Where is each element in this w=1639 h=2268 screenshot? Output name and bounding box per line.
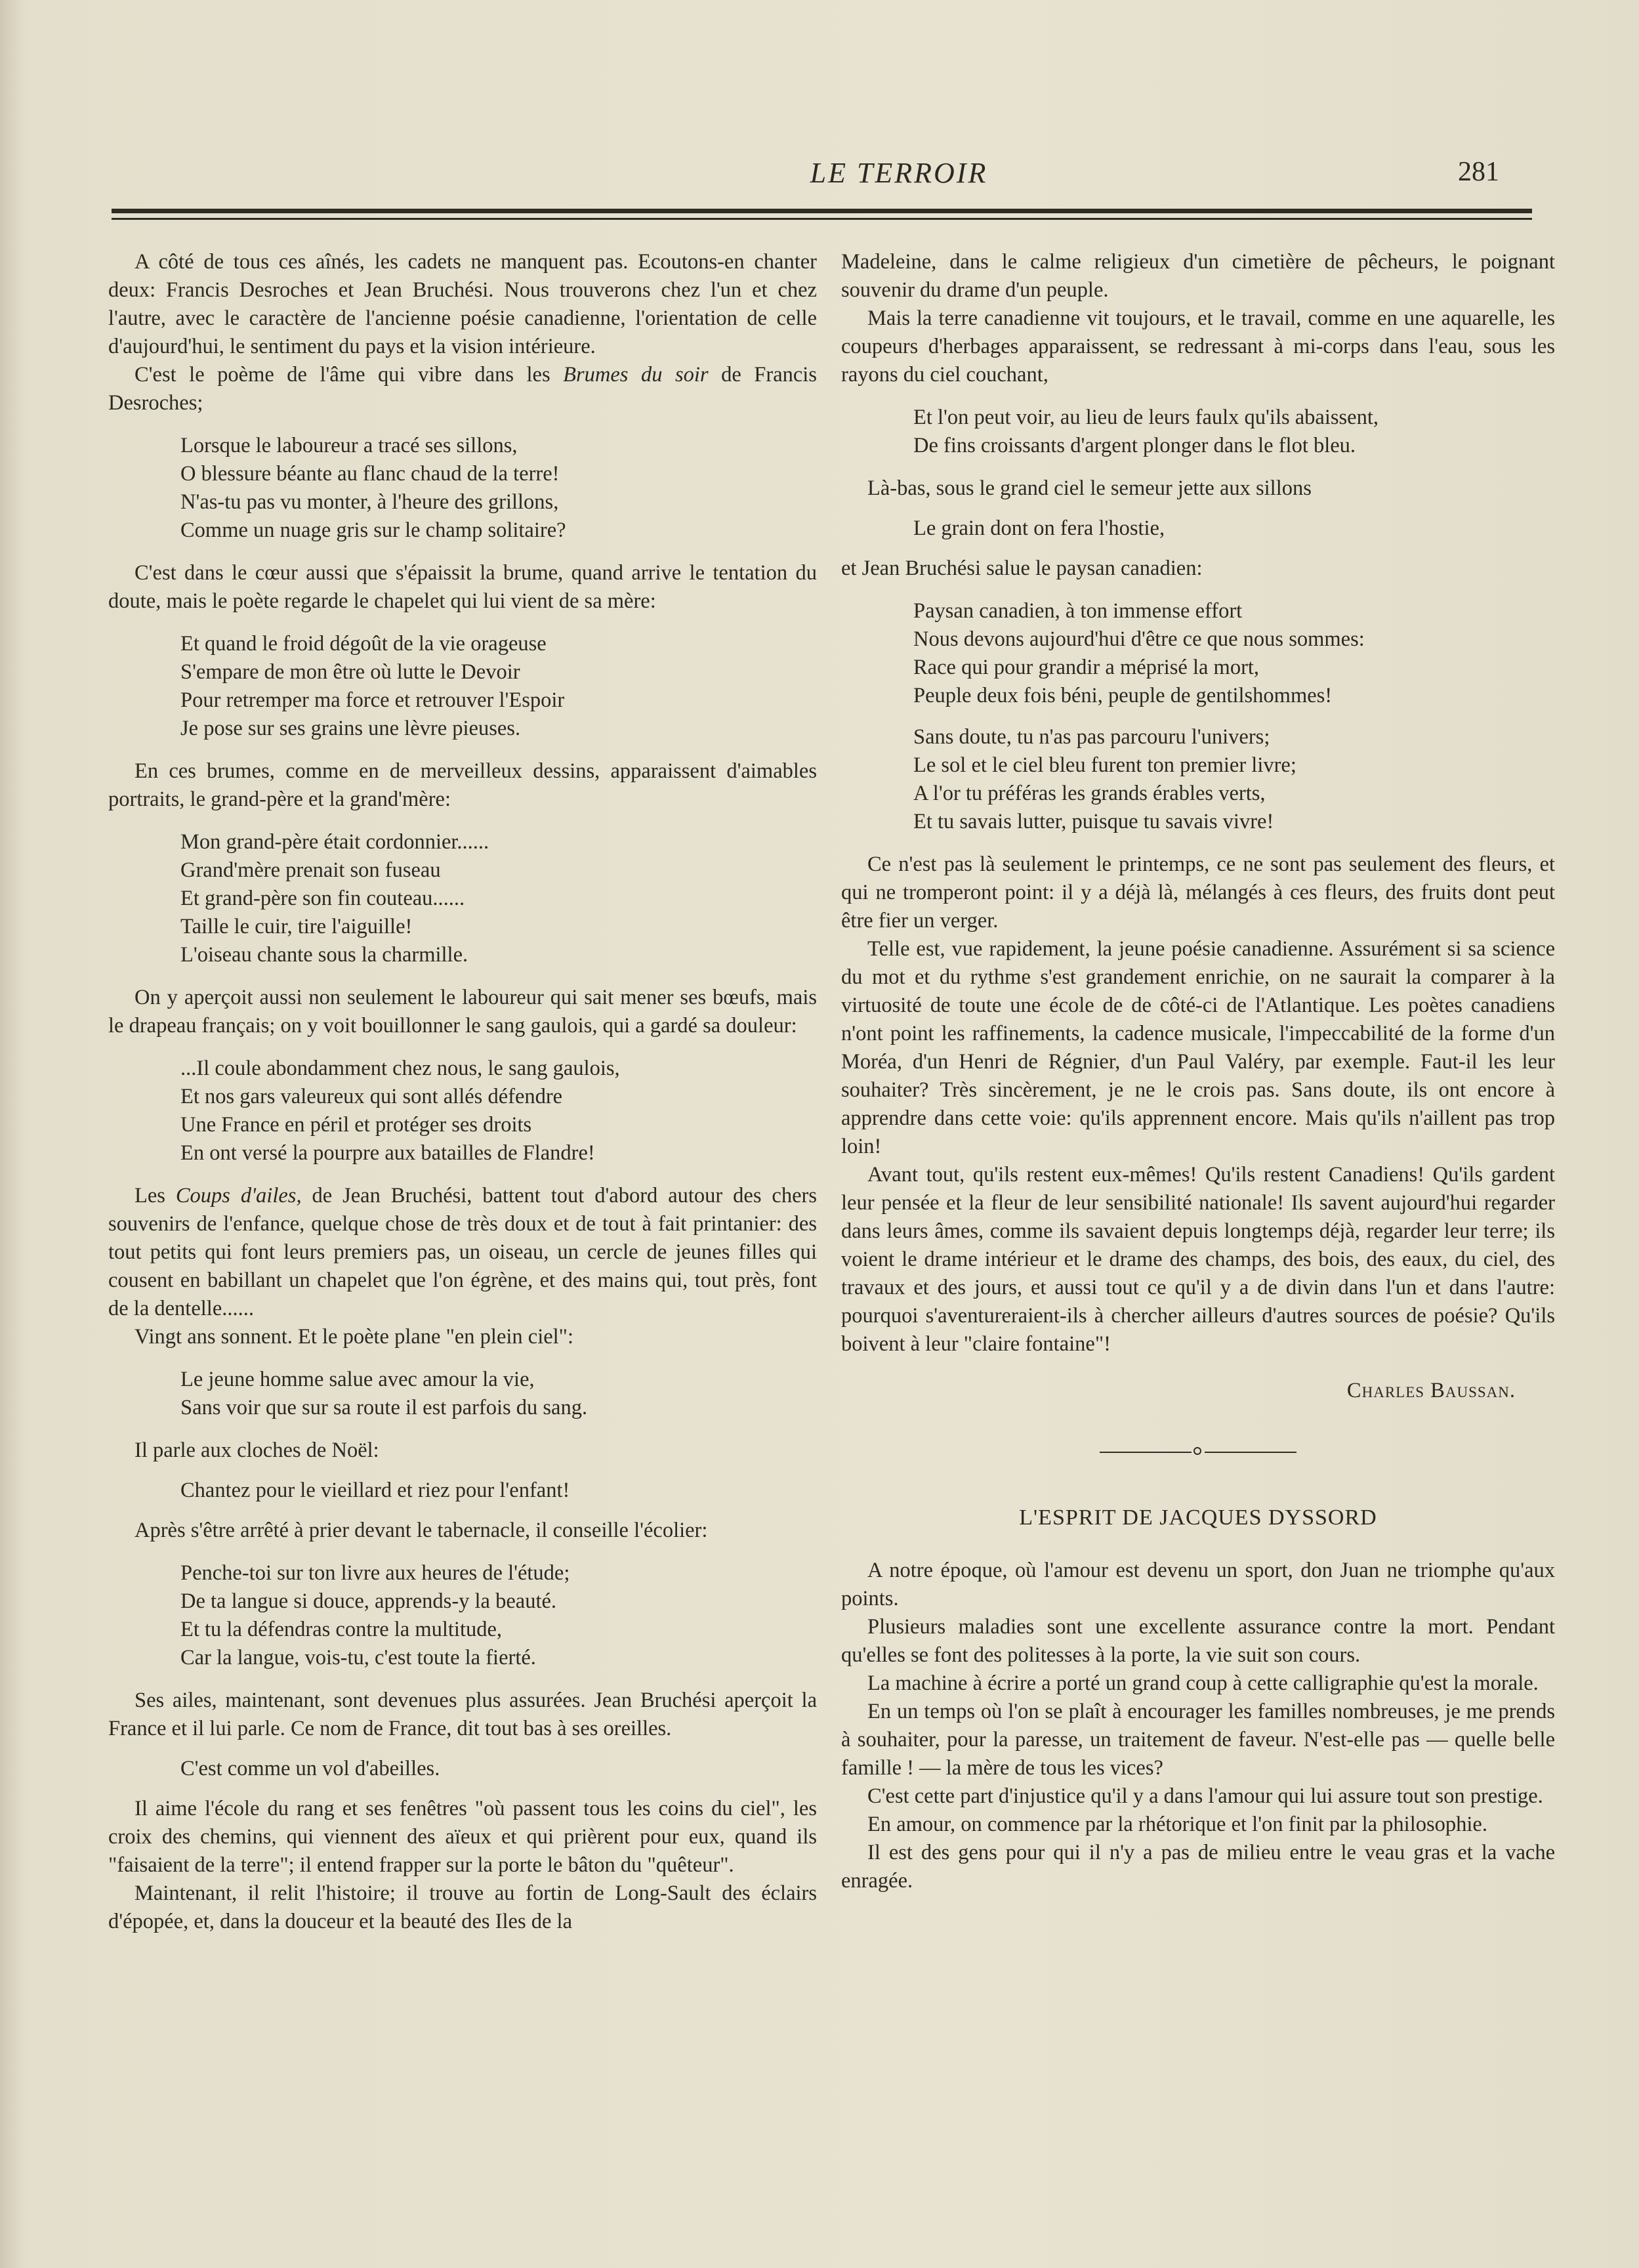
maxim: La machine à écrire a porté un grand coup à cette calligraphie qu'est la morale. <box>867 1671 1539 1695</box>
verse-line: Race qui pour grandir a méprisé la mort, <box>913 656 1260 679</box>
verse-line: Grand'mère prenait son fuseau <box>180 858 441 882</box>
paragraph: Avant tout, qu'ils restent eux-mêmes! Qu'ils restent Canadiens! Qu'ils gardent leur pensée et la fleur de leur sensibilité nationale! Ils savent aujourd'hui regarder dans leurs âmes, comme ils savaient depuis longtemps déjà, regarder leur terre; ils voient le drame intérieur et le drame des champs, des bois, des eaux, du ciel, des travaux et des jours, et aussi tout ce qu'il y a de divin dans l'un et dans l'autre: pourquoi s'aventureraient-ils à chercher ailleurs d'autres sources de poésie? Qu'ils boivent à leur "claire fontaine"! <box>841 1163 1555 1356</box>
paragraph <box>108 1182 817 1323</box>
verse-line: Peuple deux fois béni, peuple de gentilshommes! <box>913 684 1333 707</box>
left-column <box>108 248 817 1936</box>
header-rule-thick <box>112 209 1532 213</box>
paragraph: C'est dans le cœur aussi que s'épaissit la brume, quand arrive le tentation du doute, mais le poète regarde le chapelet qui lui vient de sa mère: <box>108 561 817 613</box>
verse-block <box>180 432 817 545</box>
verse-line: Comme un nuage gris sur le champ solitaire? <box>180 518 566 542</box>
verse-block <box>913 597 1555 836</box>
verse-line: Et tu savais lutter, puisque tu savais vivre! <box>913 810 1274 833</box>
verse-line: Et tu la défendras contre la multitude, <box>180 1618 503 1641</box>
paragraph: et Jean Bruchési salue le paysan canadien: <box>841 556 1203 580</box>
verse-line: De ta langue si douce, apprends-y la beauté. <box>180 1589 557 1613</box>
verse-line: Et nos gars valeureux qui sont allés défendre <box>180 1085 563 1108</box>
verse-line: Penche-toi sur ton livre aux heures de l'étude; <box>180 1561 570 1585</box>
verse-line: Lorsque le laboureur a tracé ses sillons, <box>180 434 518 457</box>
verse-line: O blessure béante au flanc chaud de la terre! <box>180 462 560 486</box>
paragraph: Maintenant, il relit l'histoire; il trouve au fortin de Long-Sault des éclairs d'épopée, et, dans la douceur et la beauté des Iles de la <box>108 1881 817 1933</box>
text-span: C'est le poème de l'âme qui vibre dans les <box>135 363 564 387</box>
text-span: de Francis Desroches; <box>108 363 817 415</box>
verse-line: Taille le cuir, tire l'aiguille! <box>180 915 413 938</box>
verse-line: Et l'on peut voir, au lieu de leurs faulx qu'ils abaissent, <box>913 406 1379 429</box>
verse-line: S'empare de mon être où lutte le Devoir <box>180 660 520 684</box>
verse-line: Le grain dont on fera l'hostie, <box>913 516 1165 540</box>
book-title: Coups d'ailes, <box>175 1184 302 1208</box>
verse-line: ...Il coule abondamment chez nous, le sang gaulois, <box>180 1057 620 1080</box>
verse-line: Nous devons aujourd'hui d'être ce que nous sommes: <box>913 627 1365 651</box>
maxim: A notre époque, où l'amour est devenu un sport, don Juan ne triomphe qu'aux points. <box>841 1559 1555 1610</box>
journal-title: LE TERROIR <box>810 157 988 189</box>
book-title: Brumes du soir <box>563 363 709 387</box>
verse-block <box>180 1559 817 1672</box>
verse-line: Le jeune homme salue avec amour la vie, <box>180 1368 535 1391</box>
paragraph: On y aperçoit aussi non seulement le laboureur qui sait mener ses bœufs, mais le drapeau français; on y voit bouillonner le sang gaulois, qui a gardé sa douleur: <box>108 986 817 1038</box>
verse-line: En ont versé la pourpre aux batailles de Flandre! <box>180 1141 595 1165</box>
paragraph: Madeleine, dans le calme religieux d'un cimetière de pêcheurs, le poignant souvenir du drame d'un peuple. <box>841 250 1555 302</box>
verse-block <box>180 1055 817 1167</box>
verse-block <box>180 630 817 743</box>
paragraph: En ces brumes, comme en de merveilleux dessins, apparaissent d'aimables portraits, le grand-père et la grand'mère: <box>108 759 817 811</box>
verse-line: Sans voir que sur sa route il est parfois du sang. <box>180 1396 588 1419</box>
stanza-gap <box>913 710 1555 723</box>
verse-line: Et grand-père son fin couteau...... <box>180 887 465 910</box>
paragraph: Il parle aux cloches de Noël: <box>135 1438 379 1462</box>
paragraph <box>108 361 817 417</box>
maxim: C'est cette part d'injustice qu'il y a dans l'amour qui lui assure tout son prestige. <box>867 1784 1543 1808</box>
paragraph: Ses ailes, maintenant, sont devenues plus assurées. Jean Bruchési aperçoit la France et il lui parle. Ce nom de France, dit tout bas à ses oreilles. <box>108 1689 817 1740</box>
paragraph: Il aime l'école du rang et ses fenêtres "où passent tous les coins du ciel", les croix des chemins, qui viennent des aïeux et qui prièrent pour eux, quand ils "faisaient de la terre"; il entend frapper sur la porte le bâton du "quêteur". <box>108 1797 817 1877</box>
paragraph: Mais la terre canadienne vit toujours, et le travail, comme en une aquarelle, les coupeurs d'herbages apparaissent, se redressant à mi-corps dans l'eau, sous les rayons du ciel couchant, <box>841 306 1555 387</box>
header-rule-thin <box>112 218 1532 220</box>
verse-block <box>913 514 1555 543</box>
verse-line: Le sol et le ciel bleu furent ton premier livre; <box>913 753 1297 777</box>
verse-line: Paysan canadien, à ton immense effort <box>913 599 1243 623</box>
paragraph: Vingt ans sonnent. Et le poète plane "en plein ciel": <box>135 1325 573 1349</box>
maxim: Plusieurs maladies sont une excellente assurance contre la mort. Pendant qu'elles se font des politesses à la porte, la vie suit son cours. <box>841 1615 1555 1667</box>
verse-line: Sans doute, tu n'as pas parcouru l'univers; <box>913 725 1270 749</box>
separator-line <box>1100 1452 1192 1453</box>
verse-line: Chantez pour le vieillard et riez pour l'enfant! <box>180 1479 570 1502</box>
verse-line: N'as-tu pas vu monter, à l'heure des grillons, <box>180 490 559 514</box>
separator-ornament-icon <box>1193 1447 1201 1455</box>
verse-line: Et quand le froid dégoût de la vie orageuse <box>180 632 547 656</box>
verse-line: L'oiseau chante sous la charmille. <box>180 943 468 967</box>
paragraph: Ce n'est pas là seulement le printemps, ce ne sont pas seulement des fleurs, et qui ne tromperont point: il y a déjà là, mélangés à ces fleurs, des fruits dont peut être fier un verger. <box>841 852 1555 933</box>
verse-line: Mon grand-père était cordonnier...... <box>180 830 489 854</box>
maxim: En un temps où l'on se plaît à encourager les familles nombreuses, je me prends à souhaiter, pour la paresse, un traitement de faveur. N'est-elle pas — quelle belle famille ! — la mère de tous les vices? <box>841 1700 1555 1780</box>
section-separator <box>1100 1446 1297 1459</box>
verse-block <box>180 1366 817 1422</box>
verse-line: Une France en péril et protéger ses droits <box>180 1113 532 1137</box>
verse-line: Je pose sur ses grains une lèvre pieuses. <box>180 717 521 740</box>
maxim: En amour, on commence par la rhétorique et l'on finit par la philosophie. <box>867 1813 1487 1836</box>
text-span: Les <box>135 1184 176 1208</box>
paragraph: Après s'être arrêté à prier devant le tabernacle, il conseille l'écolier: <box>135 1519 708 1542</box>
verse-line: De fins croissants d'argent plonger dans le flot bleu. <box>913 434 1356 457</box>
page-number: 281 <box>1458 157 1499 187</box>
verse-block <box>180 828 817 969</box>
verse-block <box>180 1755 817 1783</box>
page-header <box>112 156 1532 196</box>
verse-block <box>180 1477 817 1505</box>
verse-line: C'est comme un vol d'abeilles. <box>180 1757 440 1780</box>
verse-line: A l'or tu préféras les grands érables verts, <box>913 782 1266 805</box>
paragraph: A côté de tous ces aînés, les cadets ne manquent pas. Ecoutons-en chanter deux: Francis Desroches et Jean Bruchési. Nous trouverons chez l'un et chez l'autre, avec le caractère de l'ancienne poésie canadienne, l'orientation de celle d'aujourd'hui, le sentiment du pays et la vision intérieure. <box>108 250 817 358</box>
separator-line <box>1205 1452 1297 1453</box>
paragraph: Là-bas, sous le grand ciel le semeur jette aux sillons <box>867 476 1312 500</box>
text-span: de Jean Bruchési, battent tout d'abord autour des chers souvenirs de l'enfance, quelque chose de très doux et de tout à fait printanier: des tout petits qui font leurs premiers pas, un oiseau, un cercle de jeunes filles qui cousent en babillant un chapelet que l'on égrène, et des mains qui, tout près, font de la dentelle...... <box>108 1184 817 1320</box>
right-column <box>841 248 1555 1895</box>
verse-line: Car la langue, vois-tu, c'est toute la fierté. <box>180 1646 536 1670</box>
verse-line: Pour retremper ma force et retrouver l'Espoir <box>180 688 565 712</box>
paragraph: Telle est, vue rapidement, la jeune poésie canadienne. Assurément si sa science du mot et du rythme s'est grandement enrichie, on ne saurait la comparer à la virtuosité de toute une école de de côté-ci de l'Atlantique. Les poètes canadiens n'ont point les raffinements, la cadence musicale, l'impeccabilité de la forme d'un Moréa, d'un Henri de Régnier, d'un Paul Valéry, par exemple. Faut-il les leur souhaiter? Très sincèrement, je ne le crois pas. Sans doute, ils ont encore à apprendre dans cette voie: qu'ils apprennent encore. Mais qu'ils n'aillent pas trop loin! <box>841 937 1555 1158</box>
author-signature: Charles Baussan. <box>1346 1379 1516 1402</box>
section-title: L'ESPRIT DE JACQUES DYSSORD <box>1019 1505 1377 1530</box>
verse-block <box>913 404 1555 460</box>
maxim: Il est des gens pour qui il n'y a pas de milieu entre le veau gras et la vache enragée. <box>841 1841 1555 1893</box>
